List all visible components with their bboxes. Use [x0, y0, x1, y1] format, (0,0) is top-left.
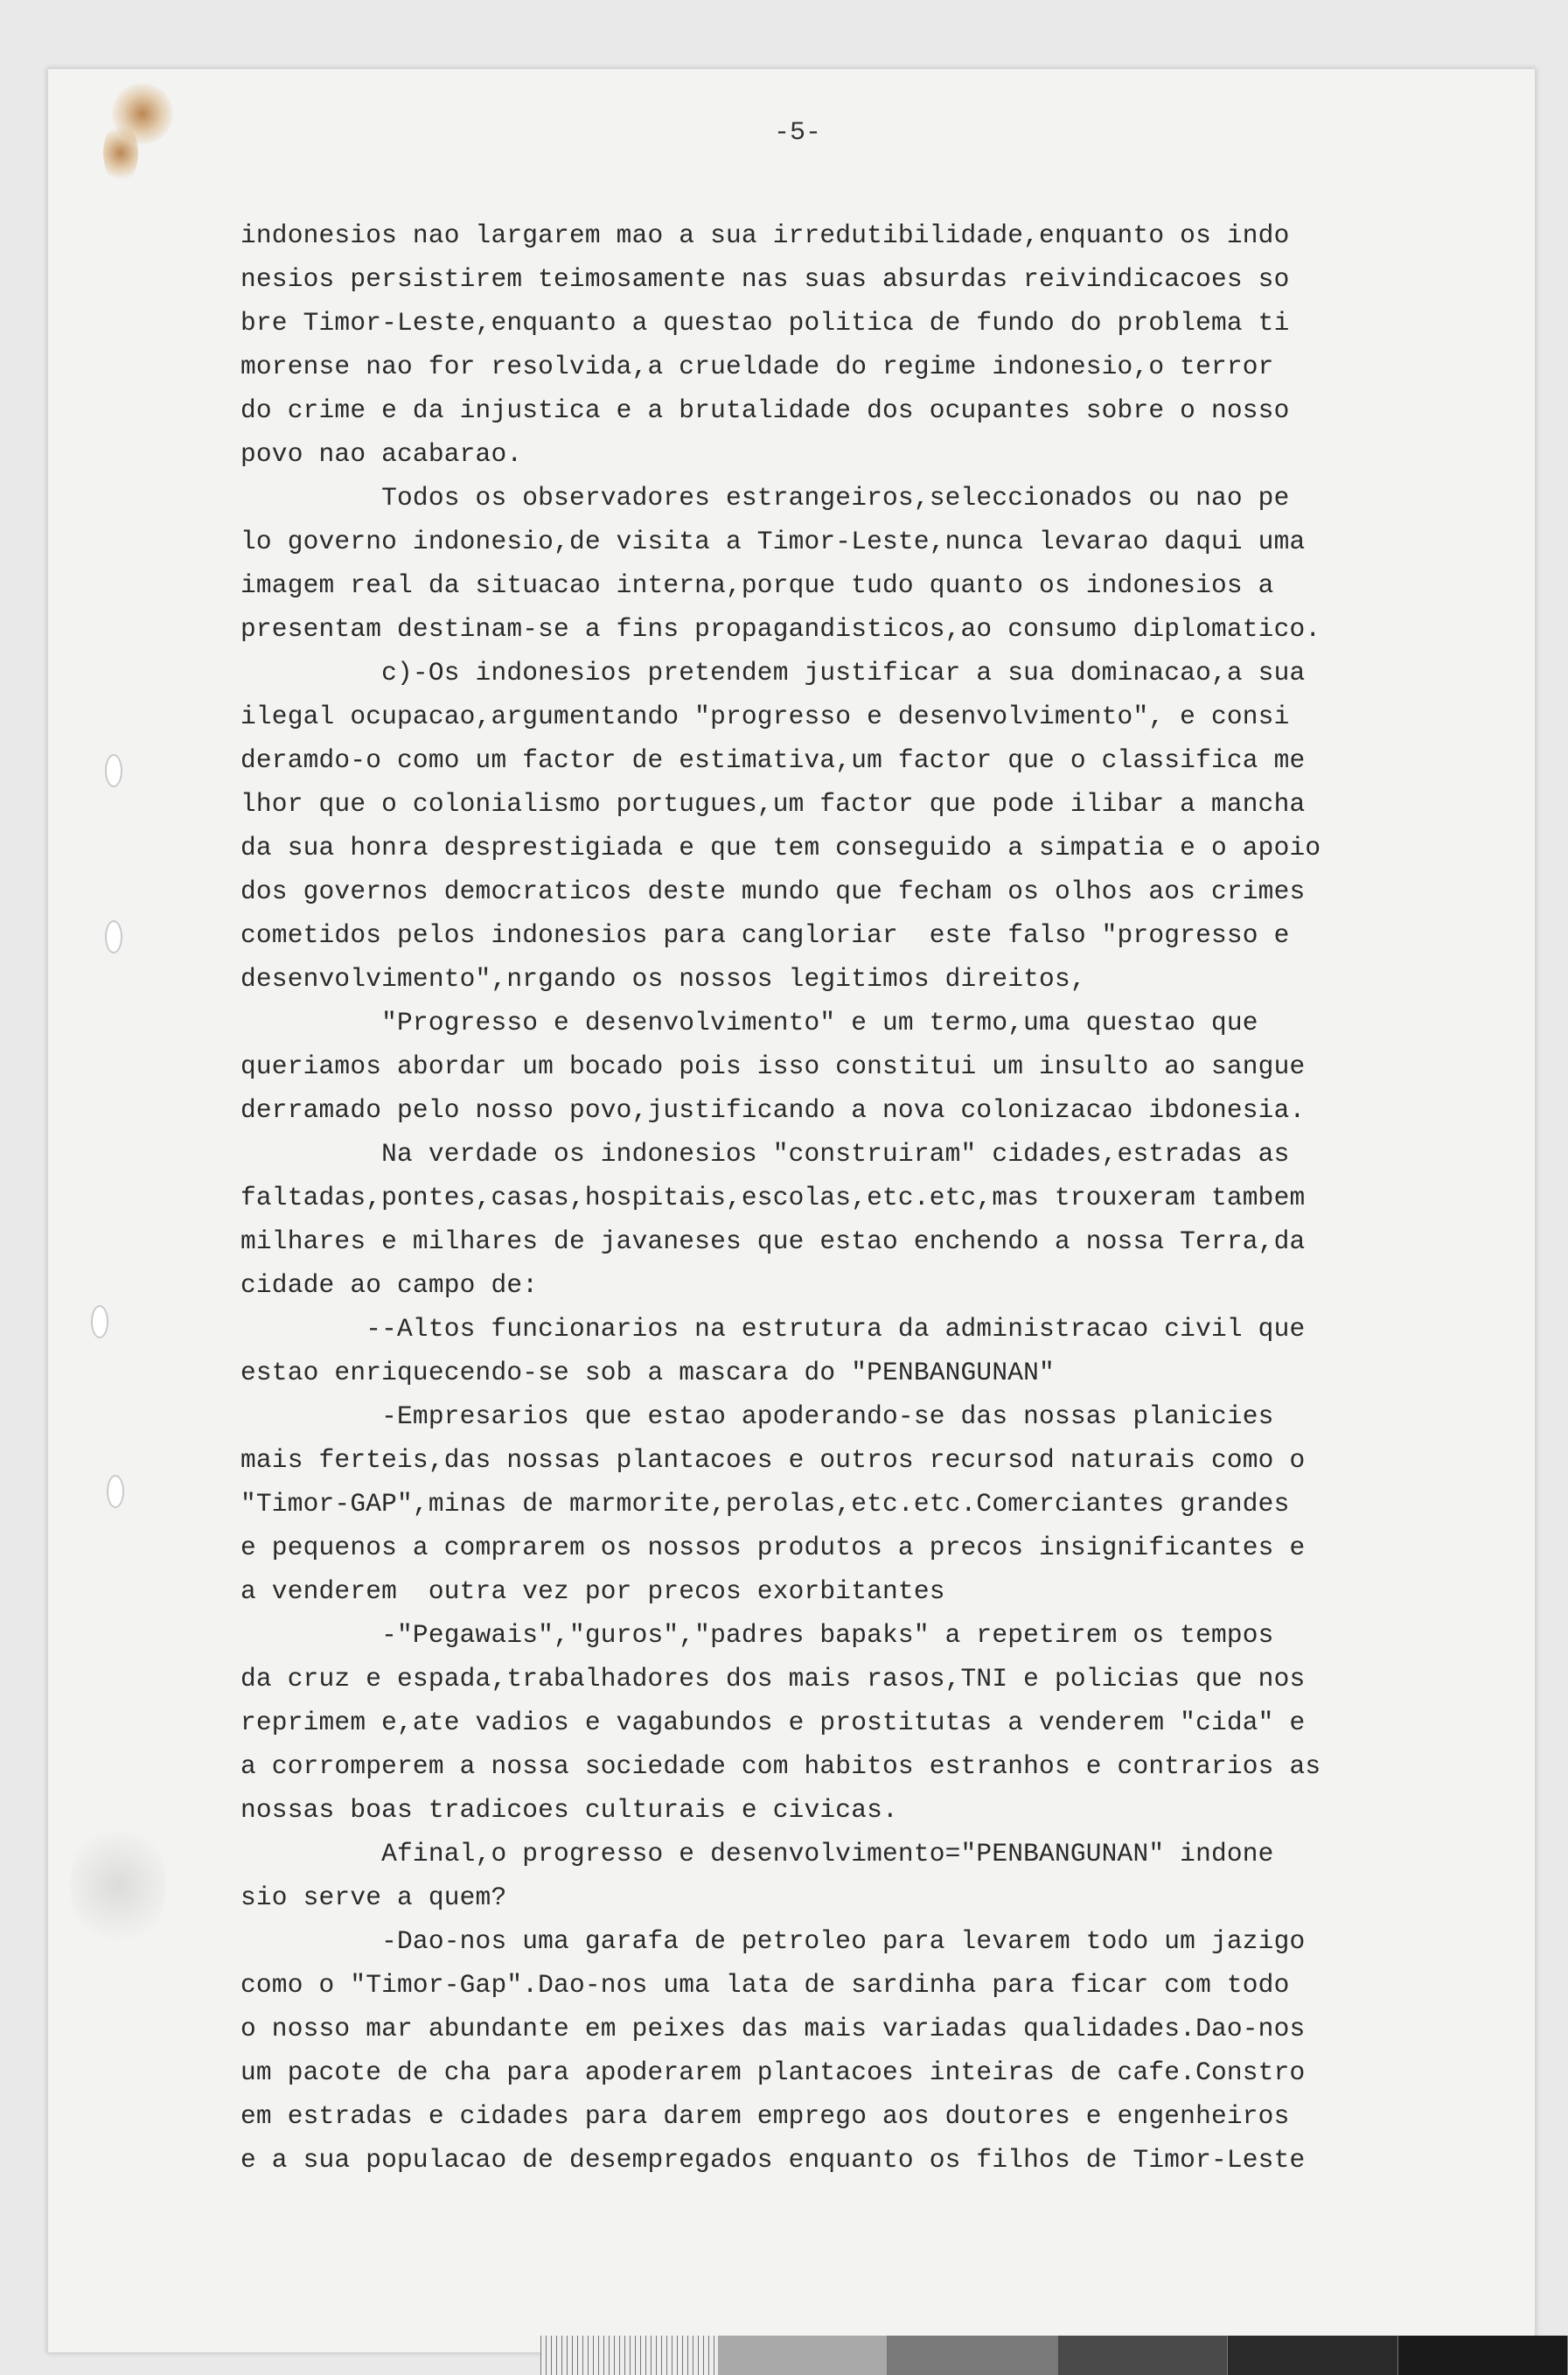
text-line: faltadas,pontes,casas,hospitais,escolas,etc.etc,mas trouxeram tambem — [240, 1183, 1306, 1212]
typed-text-body — [240, 213, 1495, 2182]
text-line: morense nao for resolvida,a crueldade do regime indonesio,o terror — [240, 352, 1274, 381]
text-line: bre Timor-Leste,enquanto a questao politica de fundo do problema ti — [240, 308, 1290, 338]
text-line: --Altos funcionarios na estrutura da administracao civil que — [240, 1314, 1306, 1344]
text-line: deramdo-o como um factor de estimativa,um factor que o classifica me — [240, 745, 1306, 775]
smudge-mark — [70, 1820, 166, 1951]
text-line: a venderem outra vez por precos exorbitantes — [240, 1576, 945, 1606]
punch-hole — [91, 1305, 108, 1338]
text-line: "Timor-GAP",minas de marmorite,perolas,etc.etc.Comerciantes grandes — [240, 1489, 1290, 1519]
text-line: presentam destinam-se a fins propagandisticos,ao consumo diplomatico. — [240, 614, 1321, 644]
text-line: sio serve a quem? — [240, 1883, 507, 1912]
text-line: nossas boas tradicoes culturais e civicas. — [240, 1795, 898, 1825]
text-line: desenvolvimento",nrgando os nossos legitimos direitos, — [240, 964, 1086, 994]
text-line: em estradas e cidades para darem emprego aos doutores e engenheiros — [240, 2101, 1290, 2131]
page-number: -5- — [773, 118, 821, 148]
text-line: como o "Timor-Gap".Dao-nos uma lata de sardinha para ficar com todo — [240, 1970, 1290, 2000]
text-line: povo nao acabarao. — [240, 439, 523, 469]
text-line: a corromperem a nossa sociedade com habitos estranhos e contrarios as — [240, 1751, 1321, 1781]
text-line: nesios persistirem teimosamente nas suas absurdas reivindicacoes so — [240, 264, 1290, 294]
text-line: milhares e milhares de javaneses que estao enchendo a nossa Terra,da — [240, 1226, 1306, 1256]
text-line: dos governos democraticos deste mundo que fecham os olhos aos crimes — [240, 877, 1306, 906]
text-line: cidade ao campo de: — [240, 1270, 539, 1300]
text-line: imagem real da situacao interna,porque tudo quanto os indonesios a — [240, 570, 1274, 600]
text-line: mais ferteis,das nossas plantacoes e outros recursod naturais como o — [240, 1445, 1306, 1475]
text-line: lhor que o colonialismo portugues,um factor que pode ilibar a mancha — [240, 789, 1306, 819]
text-line: "Progresso e desenvolvimento" e um termo,uma questao que — [240, 1008, 1258, 1037]
text-line: do crime e da injustica e a brutalidade dos ocupantes sobre o nosso — [240, 395, 1290, 425]
text-line: c)-Os indonesios pretendem justificar a sua dominacao,a sua — [240, 658, 1306, 688]
text-line: um pacote de cha para apoderarem plantacoes inteiras de cafe.Constro — [240, 2057, 1306, 2087]
text-line: e pequenos a comprarem os nossos produtos a precos insignificantes e — [240, 1533, 1306, 1562]
text-line: lo governo indonesio,de visita a Timor-Leste,nunca levarao daqui uma — [240, 527, 1306, 556]
text-line: da cruz e espada,trabalhadores dos mais rasos,TNI e policias que nos — [240, 1664, 1306, 1694]
text-line: Afinal,o progresso e desenvolvimento="PENBANGUNAN" indone — [240, 1839, 1274, 1869]
punch-hole — [105, 920, 122, 953]
text-line: e a sua populacao de desempregados enquanto os filhos de Timor-Leste — [240, 2145, 1306, 2175]
text-line: da sua honra desprestigiada e que tem conseguido a simpatia e o apoio — [240, 833, 1321, 863]
text-line: -Empresarios que estao apoderando-se das nossas planicies — [240, 1401, 1274, 1431]
color-scale-bar — [540, 2336, 1568, 2375]
text-line: Na verdade os indonesios "construiram" cidades,estradas as — [240, 1139, 1290, 1169]
text-line: queriamos abordar um bocado pois isso constitui um insulto ao sangue — [240, 1051, 1306, 1081]
text-line: estao enriquecendo-se sob a mascara do "PENBANGUNAN" — [240, 1358, 1055, 1387]
text-line: reprimem e,ate vadios e vagabundos e prostitutas a venderem "cida" e — [240, 1708, 1306, 1737]
text-line: cometidos pelos indonesios para cangloriar este falso "progresso e — [240, 920, 1290, 950]
punch-hole — [105, 754, 122, 787]
text-line: derramado pelo nosso povo,justificando a nova colonizacao ibdonesia. — [240, 1095, 1306, 1125]
text-line: indonesios nao largarem mao a sua irredutibilidade,enquanto os indo — [240, 220, 1290, 250]
punch-hole — [107, 1475, 124, 1508]
rust-stain — [103, 122, 138, 184]
text-line: ilegal ocupacao,argumentando "progresso e desenvolvimento", e consi — [240, 702, 1290, 731]
text-line: Todos os observadores estrangeiros,seleccionados ou nao pe — [240, 483, 1290, 513]
text-line: -Dao-nos uma garafa de petroleo para levarem todo um jazigo — [240, 1926, 1306, 1956]
text-line: -"Pegawais","guros","padres bapaks" a repetirem os tempos — [240, 1620, 1274, 1650]
text-line: o nosso mar abundante em peixes das mais variadas qualidades.Dao-nos — [240, 2014, 1306, 2043]
